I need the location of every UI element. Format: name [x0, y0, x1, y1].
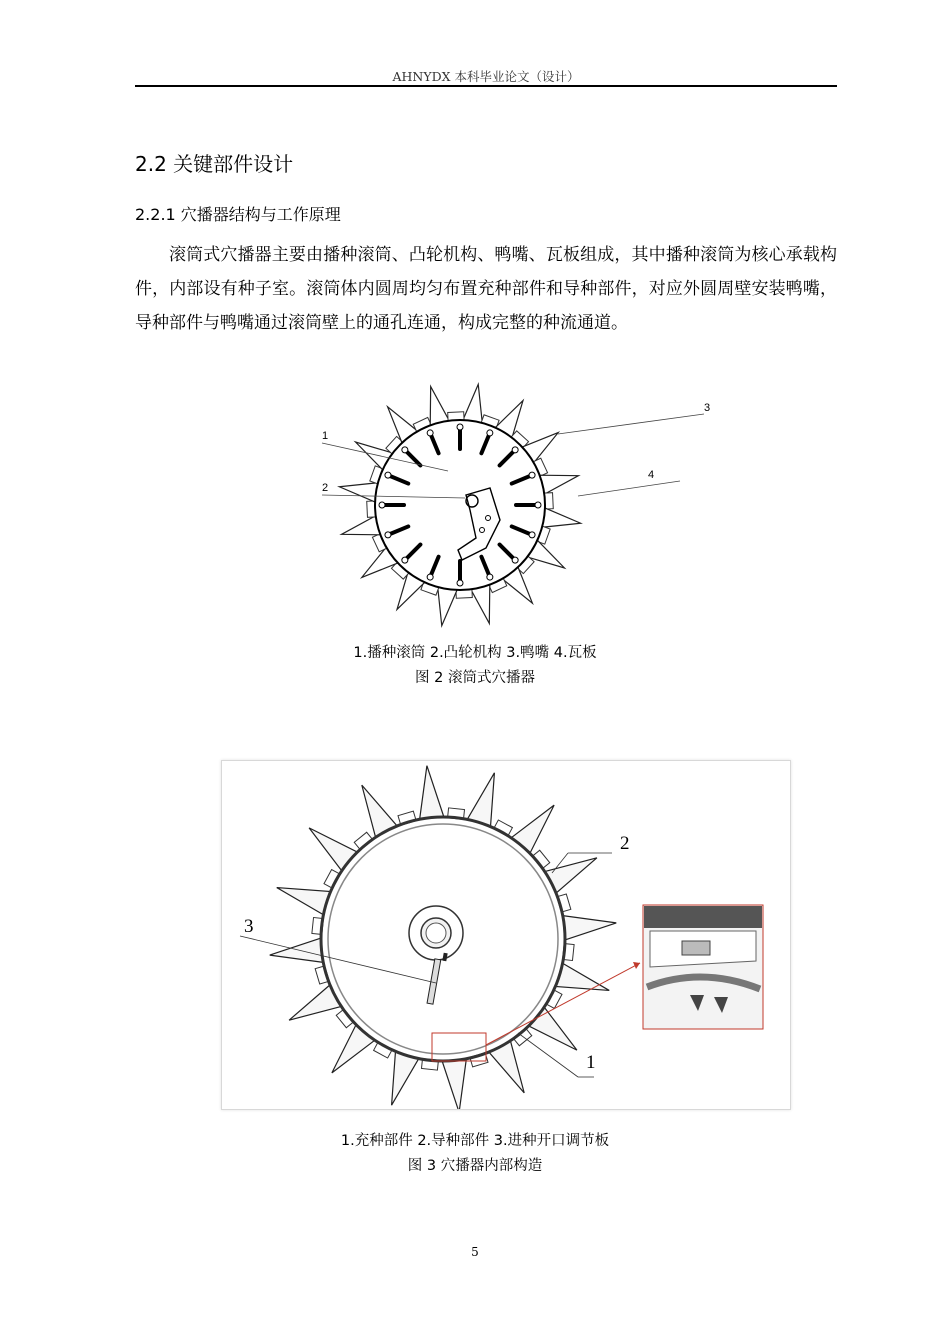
- duckbill-spike: [555, 963, 609, 990]
- detail-inset: [643, 905, 763, 1029]
- slot-hole: [529, 532, 535, 538]
- duckbill-spike: [511, 805, 554, 853]
- connector-arrow-head: [633, 962, 640, 969]
- running-header: AHNYDX 本科毕业论文（设计）: [392, 69, 580, 84]
- duckbill-spike: [339, 483, 379, 503]
- duckbill-spike: [442, 1059, 466, 1109]
- slot-hole: [512, 557, 518, 563]
- figure1-callout-1: 1: [322, 430, 329, 442]
- figure2-callout-3: 3: [244, 916, 254, 937]
- figure1-legend: 1.播种滚筒 2.凸轮机构 3.鸭嘴 4.瓦板: [353, 645, 597, 661]
- figure1-caption: 图 2 滚筒式穴播器: [415, 670, 535, 686]
- hub: [409, 906, 463, 960]
- slot-hole: [487, 574, 493, 580]
- body-paragraph: 滚筒式穴播器主要由播种滚筒、凸轮机构、鸭嘴、瓦板组成，其中播种滚筒为核心承载构件，内部设有种子室。滚筒体内圆周均匀布置充种部件和导种部件，对应外圆周壁安装鸭嘴，导种部件与鸭嘴通过滚筒壁上的通孔连通，构成完整的种流通道。: [135, 245, 837, 333]
- duckbill-spike: [563, 916, 617, 940]
- header-rule: [135, 85, 837, 87]
- subsection-heading: 2.2.1 穴播器结构与工作原理: [135, 205, 341, 224]
- slot-hole: [379, 502, 385, 508]
- slot-hole: [535, 502, 541, 508]
- figure2-caption: 图 3 穴播器内部构造: [407, 1158, 543, 1174]
- duckbill-spike: [529, 1007, 577, 1050]
- duckbill-spike: [467, 773, 494, 827]
- figure1-callout-4: 4: [648, 469, 655, 481]
- inlet-adjusting-plate: [427, 953, 448, 1004]
- figure1-callout-2: 2: [322, 482, 329, 494]
- duckbill-spike: [541, 508, 581, 528]
- duckbill-spike: [438, 586, 458, 626]
- figure2-legend: 1.充种部件 2.导种部件 3.进种开口调节板: [340, 1133, 610, 1149]
- duckbill-spike: [309, 828, 357, 871]
- slot-hole: [487, 430, 493, 436]
- page-number: 5: [471, 1245, 479, 1259]
- slot-hole: [427, 574, 433, 580]
- slot-hole: [529, 472, 535, 478]
- slot-hole: [457, 580, 463, 586]
- duckbill-spike: [270, 938, 324, 962]
- duckbill-spike: [277, 888, 331, 915]
- slot-hole: [512, 447, 518, 453]
- slot-hole: [402, 557, 408, 563]
- duckbill-spike: [463, 384, 483, 424]
- figure2-callout-1: 1: [586, 1052, 596, 1073]
- slot-hole: [427, 430, 433, 436]
- duckbill-spike: [420, 766, 444, 820]
- duckbill-spike: [332, 1025, 375, 1073]
- seeder-interior-drawing: [222, 761, 790, 1109]
- figure1-callout-3: 3: [704, 402, 711, 414]
- slot-hole: [385, 532, 391, 538]
- slot-hole: [402, 447, 408, 453]
- figure2-callout-2: 2: [620, 833, 630, 854]
- seeder-interior-render: [221, 760, 791, 1110]
- duckbill-spike: [392, 1051, 419, 1105]
- drum-seeder-drawing: [300, 370, 720, 640]
- section-heading: 2.2 关键部件设计: [135, 152, 294, 176]
- slot-hole: [457, 424, 463, 430]
- slot-hole: [385, 472, 391, 478]
